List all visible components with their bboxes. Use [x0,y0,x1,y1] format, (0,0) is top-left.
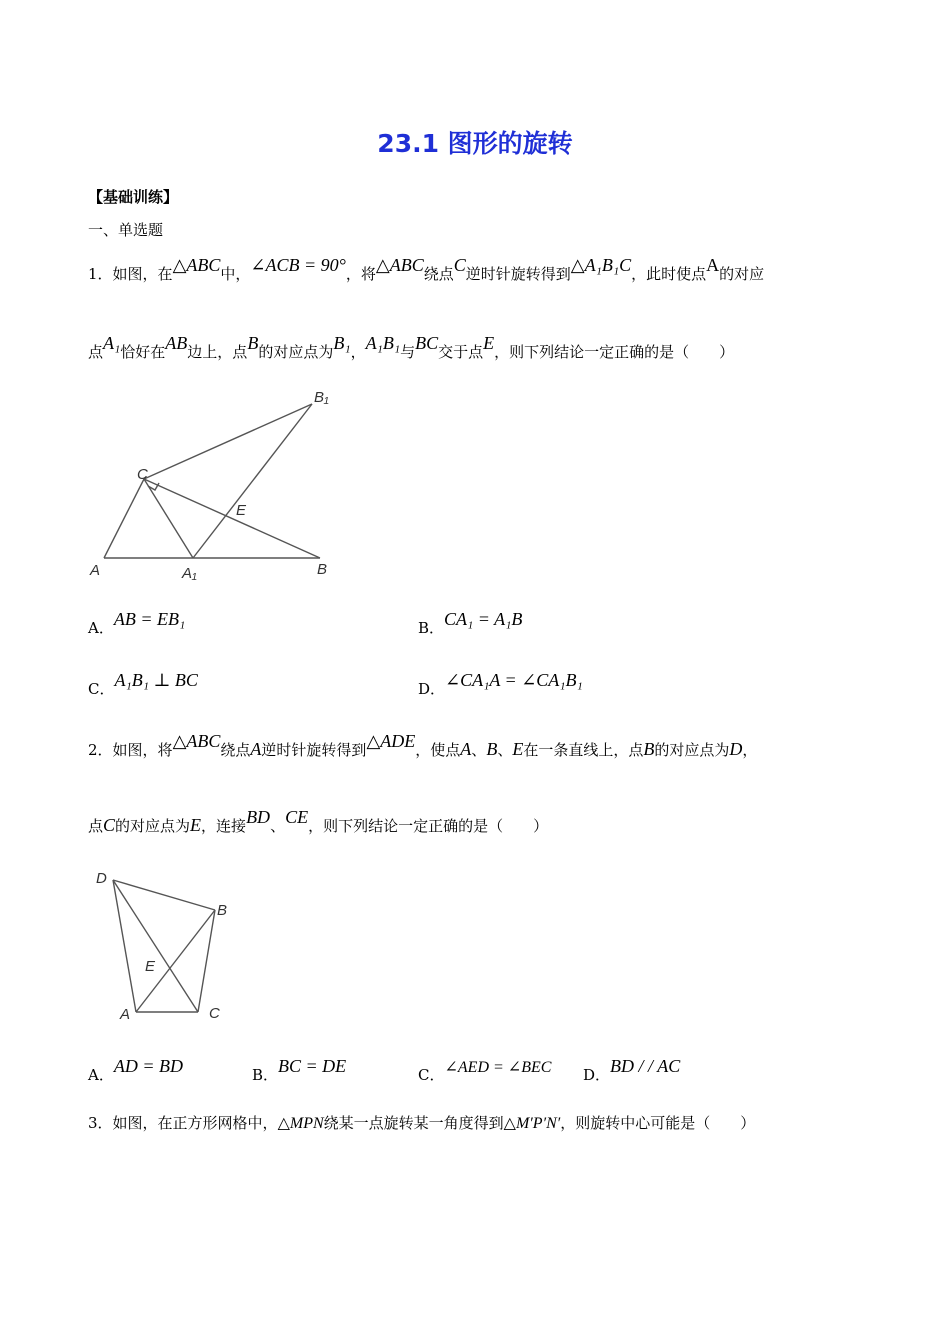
q1-text: 恰好在 [120,343,166,361]
segment-ca1 [144,479,193,558]
label-d: D [96,870,107,887]
q1-text: ，此时使点 [631,265,707,283]
q1-math: AB [165,333,188,353]
q1-text: ，将 [345,265,376,283]
segment-db [113,880,215,910]
q2-text: 在一条直线上，点 [523,741,644,759]
part-label: 一、单选题 [88,221,164,239]
q2-text: ，则下列结论一定正确的是（ ） [308,817,549,835]
q2-math: BD [246,807,271,827]
q3-math: △MPN [277,1115,324,1132]
q2-math: A [460,739,472,759]
label-b: B [217,902,228,919]
q1-math: E [483,333,495,353]
q1-text: 逆时针旋转得到 [465,265,571,283]
q2-number: 2． [88,741,113,759]
q2-text: 的对应点为 [654,741,730,759]
section-label: 【基础训练】 [88,188,179,206]
q2-option-d[interactable] [583,1056,681,1085]
label-e: E [145,958,156,975]
q1-figure [80,382,350,587]
q2-math: C [103,815,116,835]
q1-text: 点 [88,343,104,361]
q1-math: BC [415,333,439,353]
q2-text: 、 [270,817,286,835]
option-math: BC = DE [278,1056,347,1076]
segment-da [113,880,136,1012]
segment-dc [113,880,198,1012]
option-letter: C． [88,680,115,698]
option-math: AD = BD [113,1056,183,1076]
q1-option-b[interactable] [418,609,523,638]
option-letter: A． [88,619,114,637]
q2-math: E [190,815,202,835]
q1-math: A₁B₁ [365,333,401,353]
q2-option-b[interactable] [252,1056,347,1085]
option-math: ∠AED = ∠BEC [444,1059,552,1076]
option-math: ∠CA₁A = ∠CA₁B₁ [445,670,583,690]
q2-text: ，连接 [201,817,247,835]
label-a: A [120,1006,131,1023]
option-letter: B． [252,1066,279,1084]
q1-text: 与 [400,343,416,361]
q1-text: 绕点 [423,265,454,283]
q1-math: △ABC [375,255,424,275]
q3-text: ，则旋转中心可能是（ ） [560,1114,756,1132]
option-letter: B． [418,619,445,637]
q1-line-1 [88,255,765,285]
segment-cb [144,479,320,558]
q1-math: B₁ [333,333,351,353]
q1-option-d[interactable] [418,670,583,699]
q2-text: ， [742,741,758,759]
q2-text: 如图，将 [112,741,173,759]
segment-ac [104,479,144,558]
q2-math: D [729,739,743,759]
q2-option-a[interactable] [88,1056,183,1085]
q3-text: 绕某一点旋转某一角度得到 [323,1114,504,1132]
q2-math: B [643,739,655,759]
q3-number: 3． [88,1114,113,1132]
q1-math: B [247,333,259,353]
q3-line-1 [88,1112,755,1135]
label-c: C [137,466,148,483]
option-math: A₁B₁ ⊥ BC [114,670,198,690]
q1-math: A₁ [103,333,121,353]
q1-text: ，则下列结论一定正确的是（ ） [494,343,735,361]
q2-figure [88,860,248,1030]
q2-text: 、 [497,741,513,759]
q1-text: 的对应 [719,265,765,283]
label-c: C [209,1005,220,1022]
q2-math: △ADE [366,731,416,751]
q2-text: 、 [471,741,487,759]
q2-math: △ABC [172,731,221,751]
q1-text: 中， [220,265,251,283]
label-b: B [317,561,328,578]
q1-text: ， [350,343,366,361]
q1-line-2 [88,333,735,363]
q1-math: C [453,255,466,275]
option-math: BD / / AC [610,1056,681,1076]
option-math: AB = EB₁ [113,609,186,629]
option-letter: A． [88,1066,114,1084]
label-b1: B₁ [314,389,329,406]
q1-option-c[interactable] [88,670,198,699]
q3-math: △M′P′N′ [503,1115,561,1132]
q1-number: 1． [88,265,113,283]
q3-text: 如图，在正方形网格中， [112,1114,278,1132]
q1-text: 如图，在 [112,265,173,283]
q1-math: △ABC [172,255,221,275]
q1-text: 边上，点 [187,343,248,361]
q2-text: 绕点 [220,741,251,759]
q2-line-2 [88,807,549,837]
q2-math: CE [285,807,309,827]
segment-a1b1 [193,404,312,558]
q2-text: 的对应点为 [115,817,191,835]
segment-bc [198,910,215,1012]
q2-math: A [250,739,262,759]
label-a1: A₁ [182,565,197,582]
q2-math: E [512,739,524,759]
q1-text: 交于点 [438,343,484,361]
label-e: E [236,502,247,519]
q2-line-1 [88,731,758,761]
q2-math: B [486,739,498,759]
q1-math: ∠ACB = 90° [250,255,346,275]
q1-option-a[interactable] [88,609,186,638]
q2-text: 逆时针旋转得到 [261,741,367,759]
segment-cb1 [144,404,312,479]
option-letter: D． [583,1066,611,1084]
q1-text: 的对应点为 [258,343,334,361]
q1-math: A [706,255,720,275]
page-title: 23.1 图形的旋转 [377,129,573,158]
option-letter: D． [418,680,446,698]
q2-option-c[interactable] [418,1059,552,1085]
q1-math: △A₁B₁C [570,255,632,275]
q2-text: 点 [88,817,104,835]
option-letter: C． [418,1066,445,1084]
label-a: A [90,562,101,579]
option-math: CA₁ = A₁B [444,609,523,629]
q2-text: ，使点 [415,741,461,759]
